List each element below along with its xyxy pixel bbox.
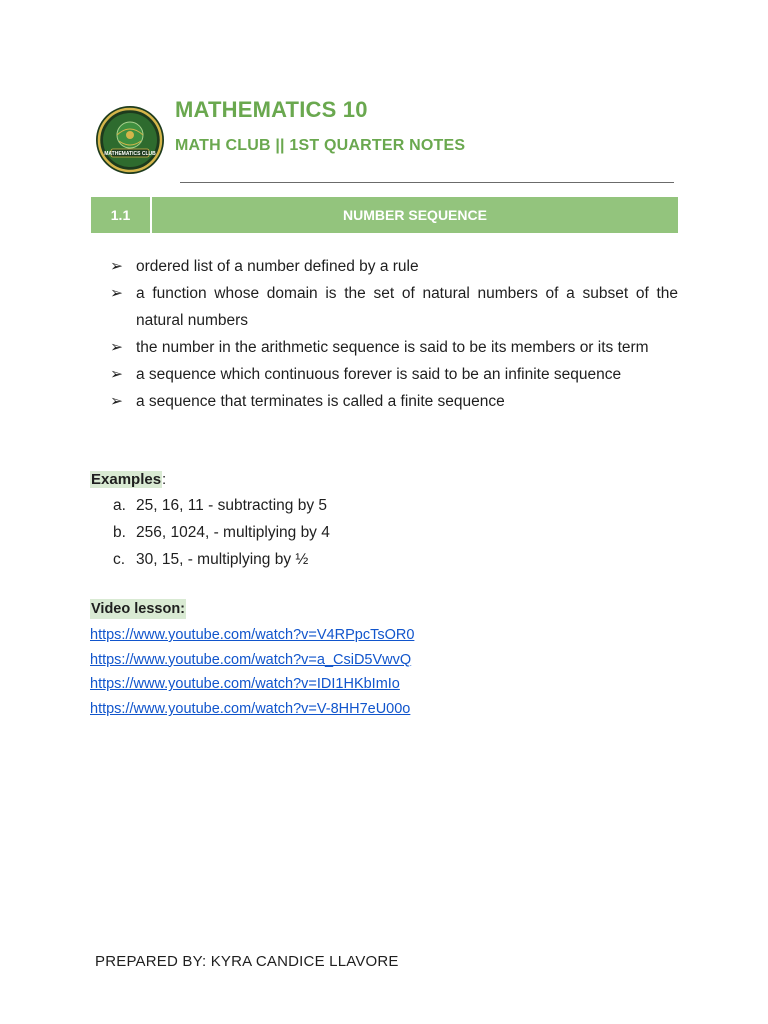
examples-label: Examples <box>91 471 162 488</box>
examples-list <box>110 492 330 573</box>
example-marker: b. <box>113 524 126 541</box>
list-item <box>110 280 678 334</box>
list-item <box>110 253 678 280</box>
definition-list <box>110 253 678 415</box>
example-marker: a. <box>113 497 126 514</box>
arrow-bullet-icon: ➢ <box>110 285 123 302</box>
page-title: MATHEMATICS 10 <box>175 97 368 122</box>
list-item-text: a sequence which continuous forever is said to be an infinite sequence <box>136 366 622 383</box>
example-marker: c. <box>113 551 126 568</box>
example-text: 25, 16, 11 - subtracting by 5 <box>136 497 327 514</box>
math-club-logo <box>95 105 165 175</box>
list-item-text: a function whose domain is the set of natural numbers of a subset of the natural numbers <box>136 285 678 329</box>
example-item <box>110 492 330 519</box>
list-item-text: a sequence that terminates is called a finite sequence <box>136 393 505 410</box>
arrow-bullet-icon: ➢ <box>110 393 123 410</box>
logo-text: MATHEMATICS CLUB <box>104 151 156 157</box>
video-link[interactable]: https://www.youtube.com/watch?v=V4RPpcTsOR0 <box>90 627 415 643</box>
section-title: NUMBER SEQUENCE <box>343 207 487 223</box>
header-divider <box>180 182 674 183</box>
video-link[interactable]: https://www.youtube.com/watch?v=a_CsiD5VwvQ <box>90 651 412 668</box>
examples-colon: : <box>162 471 167 488</box>
arrow-bullet-icon: ➢ <box>110 339 123 356</box>
list-item-text: ordered list of a number defined by a rule <box>136 258 419 275</box>
example-text: 30, 15, - multiplying by ½ <box>136 551 309 568</box>
video-lesson-heading: Video lesson: <box>91 601 186 617</box>
section-number: 1.1 <box>110 207 131 223</box>
example-item <box>110 519 330 546</box>
video-links <box>90 623 414 722</box>
arrow-bullet-icon: ➢ <box>110 258 123 275</box>
example-item <box>110 546 330 573</box>
list-item <box>110 388 678 415</box>
list-item-text: the number in the arithmetic sequence is said to be its members or its term <box>136 339 649 356</box>
prepared-by-footer: PREPARED BY: KYRA CANDICE LLAVORE <box>95 953 399 970</box>
list-item <box>110 361 678 388</box>
arrow-bullet-icon: ➢ <box>110 366 123 383</box>
list-item <box>110 334 678 361</box>
examples-heading <box>90 469 166 491</box>
page-subtitle: MATH CLUB || 1ST QUARTER NOTES <box>175 137 466 154</box>
video-link[interactable]: https://www.youtube.com/watch?v=V-8HH7eU00o <box>90 701 411 718</box>
video-link[interactable]: https://www.youtube.com/watch?v=IDI1HKbImIo <box>90 676 400 693</box>
example-text: 256, 1024, - multiplying by 4 <box>136 524 330 541</box>
section-header <box>91 197 678 233</box>
